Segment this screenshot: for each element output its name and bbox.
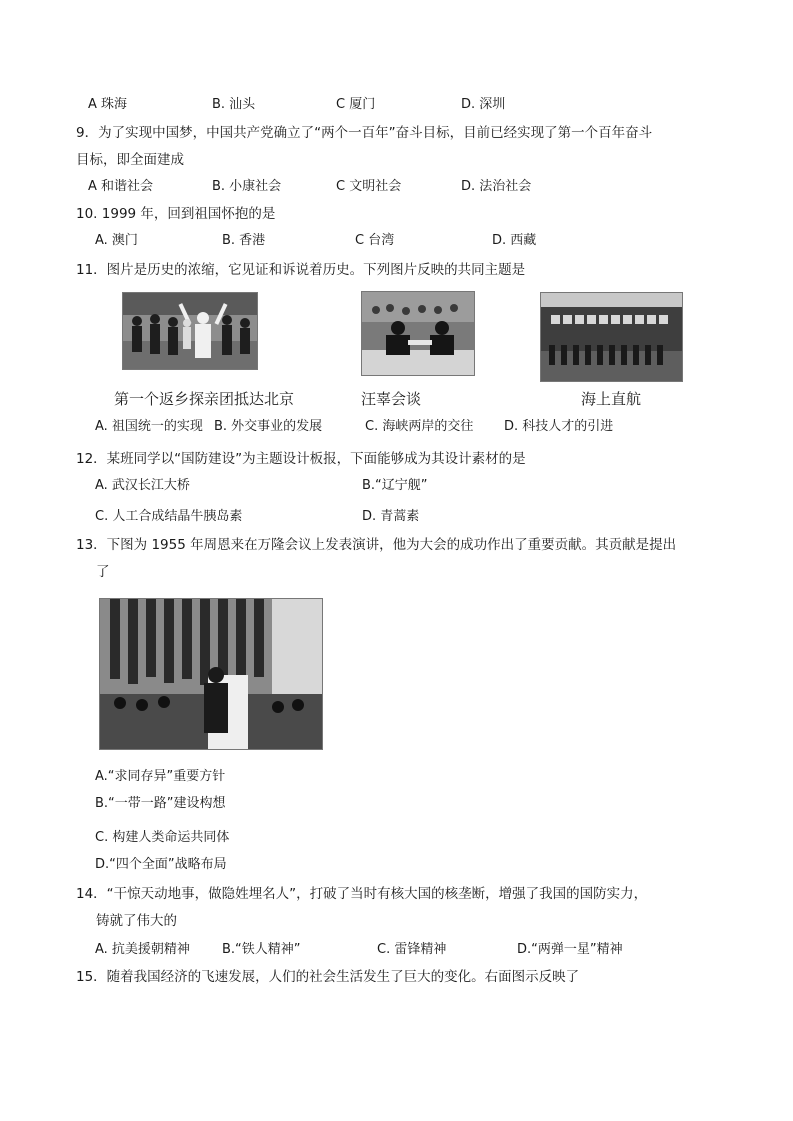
q8-option-b[interactable]: B. 汕头: [212, 97, 256, 112]
q14-option-d[interactable]: D.“两弹一星”精神: [517, 942, 623, 957]
q11-photo-returning-group: [122, 292, 258, 370]
q11-photo-wang-koo-talks: [361, 291, 475, 376]
q9-option-c[interactable]: C 文明社会: [336, 179, 402, 194]
q14-option-c[interactable]: C. 雷锋精神: [377, 942, 447, 957]
q11-option-b[interactable]: B. 外交事业的发展: [214, 419, 323, 434]
q9-option-a[interactable]: A 和谐社会: [88, 179, 154, 194]
q10-option-a[interactable]: A. 澳门: [95, 233, 138, 248]
q14-option-b[interactable]: B.“铁人精神”: [222, 942, 301, 957]
q12-option-c[interactable]: C. 人工合成结晶牛胰岛素: [95, 509, 243, 524]
q11-stem: 11．图片是历史的浓缩，它见证和诉说着历史。下列图片反映的共同主题是: [76, 262, 526, 278]
q15-stem: 15．随着我国经济的飞速发展，人们的社会生活发生了巨大的变化。右面图示反映了: [76, 969, 580, 985]
q9-stem-line1: 9．为了实现中国梦，中国共产党确立了“两个一百年”奋斗目标，目前已经实现了第一个百年奋斗: [76, 125, 653, 141]
q14-stem-line1: 14．“干惊天动地事，做隐姓埋名人”，打破了当时有核大国的核垄断，增强了我国的国防实力，: [76, 886, 648, 902]
q11-caption-3: 海上直航: [581, 390, 642, 408]
q14-stem-line2: 铸就了伟大的: [96, 913, 177, 929]
q8-option-a[interactable]: A 珠海: [88, 97, 128, 112]
q12-option-b[interactable]: B.“辽宁舰”: [362, 478, 428, 493]
q10-option-b[interactable]: B. 香港: [222, 233, 266, 248]
q11-option-d[interactable]: D. 科技人才的引进: [504, 419, 614, 434]
q9-option-b[interactable]: B. 小康社会: [212, 179, 282, 194]
q13-option-b[interactable]: B.“一带一路”建设构想: [95, 796, 226, 811]
q14-option-a[interactable]: A. 抗美援朝精神: [95, 942, 190, 957]
q13-stem-line1: 13．下图为 1955 年周恩来在万隆会议上发表演讲，他为大会的成功作出了重要贡献。其贡献是提出: [76, 537, 677, 553]
q8-option-d[interactable]: D. 深圳: [461, 97, 506, 112]
q11-caption-1: 第一个返乡探亲团抵达北京: [114, 390, 295, 408]
q8-option-c[interactable]: C 厦门: [336, 97, 376, 112]
q11-photo-direct-shipping: [540, 292, 683, 382]
q13-photo-bandung-speech: [99, 598, 323, 750]
q13-option-d[interactable]: D.“四个全面”战略布局: [95, 857, 227, 872]
q12-stem: 12．某班同学以“国防建设”为主题设计板报，下面能够成为其设计素材的是: [76, 451, 526, 467]
q12-option-d[interactable]: D. 青蒿素: [362, 509, 420, 524]
q11-option-c[interactable]: C. 海峡两岸的交往: [365, 419, 474, 434]
q13-stem-line2: 了: [96, 564, 110, 580]
q13-option-c[interactable]: C. 构建人类命运共同体: [95, 830, 230, 845]
q9-stem-line2: 目标，即全面建成: [76, 152, 184, 168]
q9-option-d[interactable]: D. 法治社会: [461, 179, 532, 194]
q11-option-a[interactable]: A. 祖国统一的实现: [95, 419, 203, 434]
q13-option-a[interactable]: A.“求同存异”重要方针: [95, 769, 226, 784]
q12-option-a[interactable]: A. 武汉长江大桥: [95, 478, 190, 493]
q11-caption-2: 汪辜会谈: [361, 390, 422, 408]
q10-option-c[interactable]: C 台湾: [355, 233, 395, 248]
q10-option-d[interactable]: D. 西藏: [492, 233, 537, 248]
q10-stem: 10. 1999 年，回到祖国怀抱的是: [76, 206, 276, 222]
